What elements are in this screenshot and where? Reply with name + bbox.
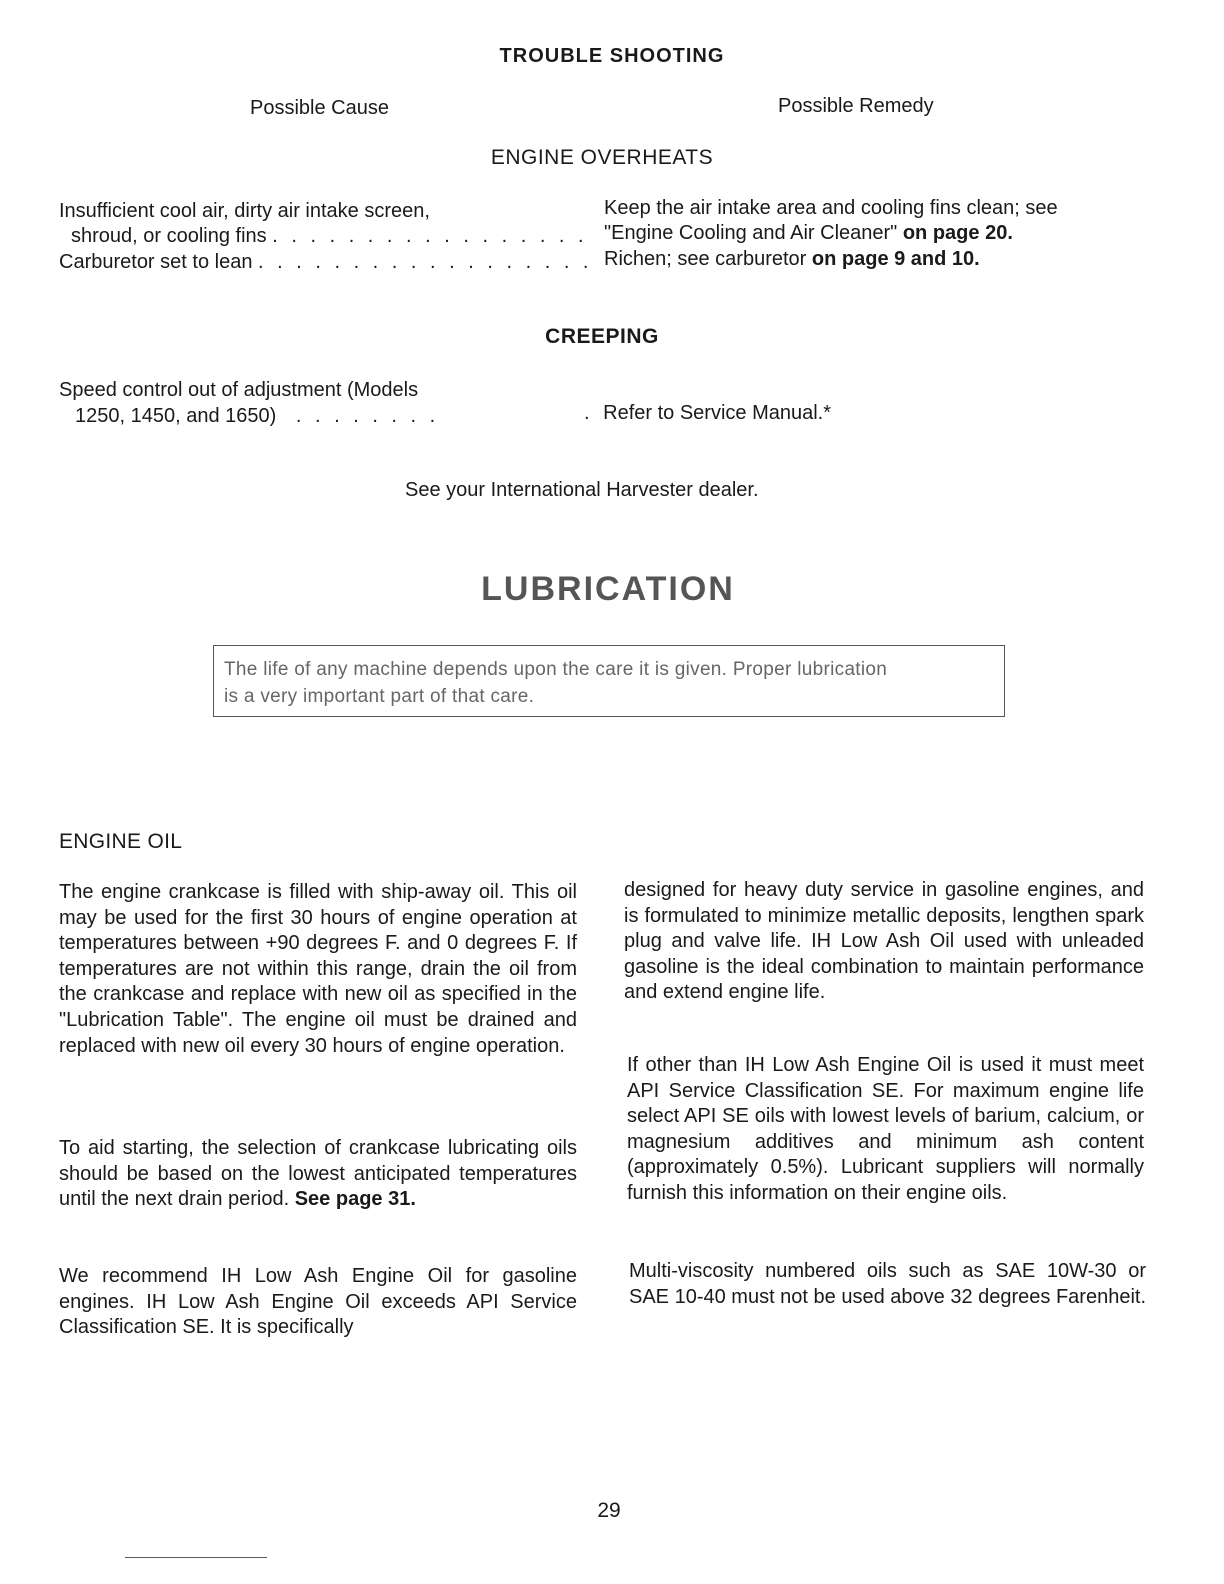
page-title: TROUBLE SHOOTING	[499, 45, 725, 67]
section-heading-engine-oil: ENGINE OIL	[59, 830, 183, 853]
cause-text: Carburetor set to lean	[59, 251, 253, 273]
remedy-text: "Engine Cooling and Air Cleaner"	[604, 222, 898, 244]
overheats-remedy-1-line-2	[604, 220, 1013, 246]
dot-leader: . . . . . . . . . . . . . . . . . .	[258, 251, 593, 273]
column-header-cause: Possible Cause	[250, 97, 389, 119]
page-reference: on page 20.	[902, 222, 1013, 244]
remedy-text: Richen; see carburetor	[604, 248, 807, 270]
page-reference: See page 31.	[294, 1188, 416, 1211]
engine-oil-paragraph-1: The engine crankcase is filled with ship-away oil. This oil may be used for the first 30 hours of engine operation at temperatures between +90 degrees F. and 0 degrees F. If temperatures are not within this range, drain the oil from the crankcase and replace with new oil as specified in the "Lubrication Table". The engine oil must be drained and replaced with new oil every 30 hours of engine operation.	[59, 881, 577, 1057]
leader-dot: .	[584, 402, 590, 424]
dot-leader: . . . . . . . .	[295, 405, 440, 427]
remedy-text: Refer to Service Manual.*	[603, 402, 832, 424]
page-number: 29	[597, 1499, 621, 1522]
dot-leader: . . . . . . . . . . . . . . . . .	[272, 225, 588, 247]
overheats-cause-2	[59, 249, 592, 275]
section-heading-creeping: CREEPING	[545, 325, 659, 348]
overheats-remedy-1-line-1: Keep the air intake area and cooling fins clean; see	[604, 197, 1058, 219]
cause-text: shroud, or cooling fins	[71, 225, 267, 247]
footer-underline	[125, 1557, 267, 1558]
overheats-cause-1-line-2	[71, 223, 588, 249]
engine-oil-paragraph-2	[59, 1136, 577, 1213]
creeping-cause-line-2	[75, 403, 439, 429]
section-title-lubrication: LUBRICATION	[481, 570, 735, 608]
cause-text: 1250, 1450, and 1650)	[75, 405, 277, 427]
page-reference: on page 9 and 10.	[811, 248, 980, 270]
engine-oil-paragraph-5: If other than IH Low Ash Engine Oil is used it must meet API Service Classification SE. For maximum engine life select API SE oils with lowest levels of barium, calcium, or magnesium additives and minimum ash content (approximately 0.5%). Lubricant suppliers will normally furnish this information on their engine oils.	[627, 1054, 1144, 1204]
lubrication-notice-box	[213, 645, 1005, 717]
overheats-remedy-2	[604, 246, 980, 272]
engine-oil-paragraph-3: We recommend IH Low Ash Engine Oil for gasoline engines. IH Low Ash Engine Oil exceeds API Service Classification SE. It is specifically	[59, 1265, 577, 1339]
paragraph-text: To aid starting, the selection of crankcase lubricating oils should be based on the lowest anticipated temperatures until the next drain period.	[59, 1137, 577, 1211]
section-heading-engine-overheats: ENGINE OVERHEATS	[490, 146, 714, 169]
notice-line-2: is a very important part of that care.	[224, 686, 535, 707]
overheats-cause-1-line-1: Insufficient cool air, dirty air intake screen,	[59, 200, 430, 222]
notice-line-1: The life of any machine depends upon the care it is given. Proper lubrication	[224, 659, 888, 680]
creeping-cause-line-1: Speed control out of adjustment (Models	[59, 379, 419, 401]
column-header-remedy: Possible Remedy	[778, 95, 934, 117]
engine-oil-paragraph-4: designed for heavy duty service in gasoline engines, and is formulated to minimize metallic deposits, lengthen spark plug and valve life. IH Low Ash Oil used with unleaded gasoline is the ideal combination to maintain performance and extend engine life.	[624, 879, 1144, 1004]
engine-oil-paragraph-6: Multi-viscosity numbered oils such as SAE 10W-30 or SAE 10-40 must not be used above 32 degrees Farenheit.	[629, 1260, 1147, 1308]
creeping-remedy	[584, 400, 831, 426]
dealer-footnote: See your International Harvester dealer.	[405, 479, 759, 501]
